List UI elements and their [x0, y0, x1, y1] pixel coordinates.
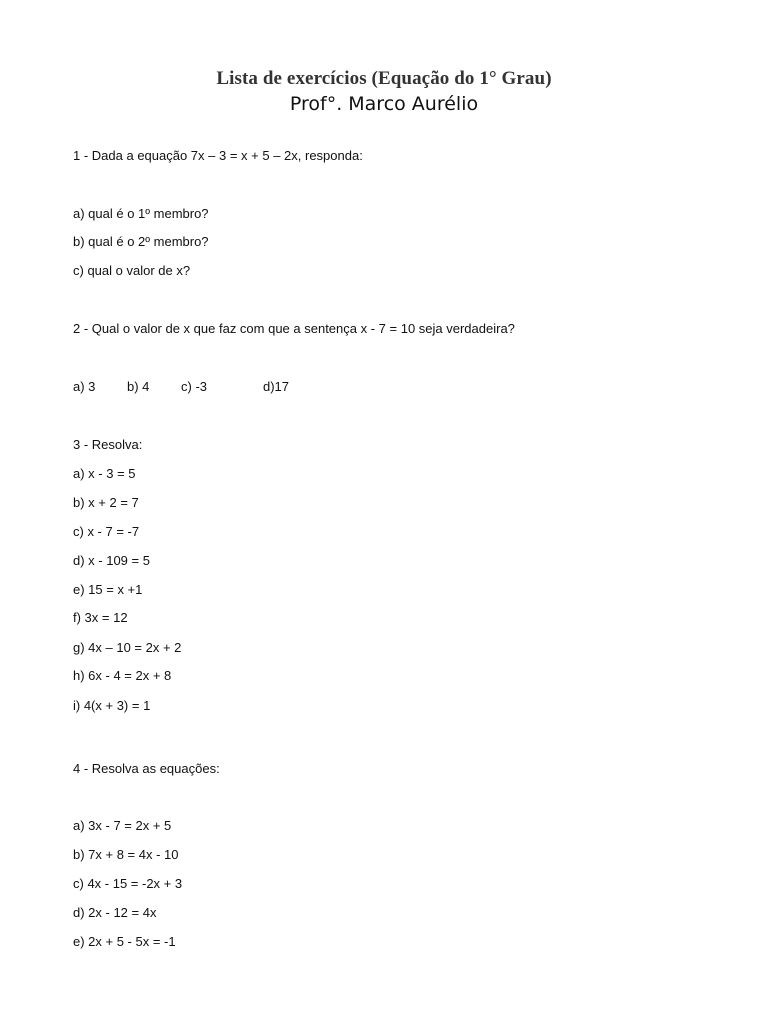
question-3-item-g: g) 4x – 10 = 2x + 2 — [73, 640, 182, 655]
question-4-item-a: a) 3x - 7 = 2x + 5 — [73, 818, 172, 833]
question-3-item-b: b) x + 2 = 7 — [73, 495, 139, 510]
question-4-prompt: 4 - Resolva as equações: — [73, 761, 220, 776]
question-4-item-d: d) 2x - 12 = 4x — [73, 905, 157, 920]
question-3-prompt: 3 - Resolva: — [73, 437, 143, 452]
question-3-item-f: f) 3x = 12 — [73, 610, 128, 625]
question-3-item-e: e) 15 = x +1 — [73, 582, 143, 597]
question-3-item-d: d) x - 109 = 5 — [73, 553, 150, 568]
question-2-option-c: c) -3 — [181, 379, 207, 394]
question-4-item-b: b) 7x + 8 = 4x - 10 — [73, 847, 179, 862]
question-3-item-h: h) 6x - 4 = 2x + 8 — [73, 668, 172, 683]
question-1-item-b: b) qual é o 2º membro? — [73, 234, 209, 249]
question-1-item-c: c) qual o valor de x? — [73, 263, 191, 278]
question-3-item-c: c) x - 7 = -7 — [73, 524, 140, 539]
question-2-option-b: b) 4 — [127, 379, 150, 394]
question-2-prompt: 2 - Qual o valor de x que faz com que a sentença x - 7 = 10 seja verdadeira? — [73, 321, 515, 336]
question-4-item-e: e) 2x + 5 - 5x = -1 — [73, 934, 176, 949]
question-1-item-a: a) qual é o 1º membro? — [73, 206, 209, 221]
question-3-item-i: i) 4(x + 3) = 1 — [73, 698, 151, 713]
question-2-option-a: a) 3 — [73, 379, 96, 394]
document-title: Lista de exercícios (Equação do 1° Grau) — [216, 68, 552, 89]
question-2-option-d: d)17 — [263, 379, 290, 394]
question-4-item-c: c) 4x - 15 = -2x + 3 — [73, 876, 183, 891]
document-subtitle: Prof°. Marco Aurélio — [289, 93, 479, 115]
question-1-prompt: 1 - Dada a equação 7x – 3 = x + 5 – 2x, responda: — [73, 148, 363, 163]
question-3-item-a: a) x - 3 = 5 — [73, 466, 136, 481]
